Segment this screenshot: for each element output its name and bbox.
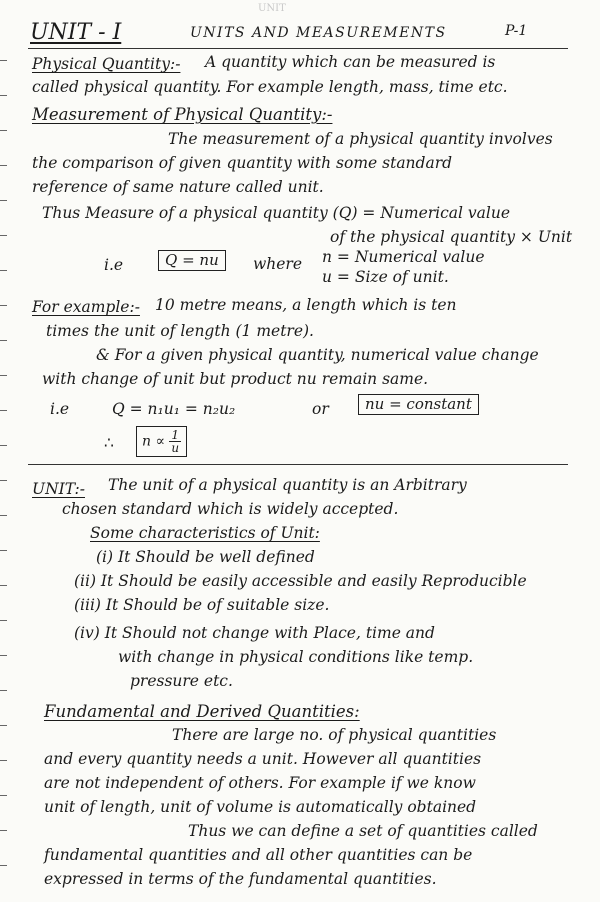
formula-box: Q = nu — [158, 250, 226, 271]
constant-box: nu = constant — [358, 394, 479, 415]
proportion-box — [136, 426, 187, 457]
proportion-fraction — [169, 429, 181, 454]
measurement-line2: the comparison of given quantity with some standard — [32, 154, 453, 172]
proportion-denominator: u — [171, 441, 180, 455]
fundamental-line5: Thus we can define a set of quantities called — [188, 822, 538, 840]
proportion-lhs: n ∝ — [142, 433, 165, 450]
characteristic-4: (iv) It Should not change with Place, time and — [74, 624, 435, 642]
unit-line1: The unit of a physical quantity is an Arbitrary — [108, 476, 467, 494]
faint-stamp: UNIT — [258, 3, 286, 14]
measurement-line5: of the physical quantity × Unit — [330, 228, 573, 246]
therefore-symbol: ∴ — [104, 434, 114, 452]
for-example-line4: with change of unit but product nu remain same. — [42, 370, 429, 388]
measurement-line1: The measurement of a physical quantity involves — [168, 130, 553, 148]
for-example-line2: times the unit of length (1 metre). — [46, 322, 314, 340]
equation: Q = n₁u₁ = n₂u₂ — [112, 400, 236, 418]
physical-quantity-heading: Physical Quantity:- — [32, 55, 181, 73]
fundamental-line3: are not independent of others. For example if we know — [44, 774, 476, 792]
or-label: or — [312, 400, 329, 418]
physical-quantity-line2: called physical quantity. For example length, mass, time etc. — [32, 78, 508, 96]
characteristic-3: (iii) It Should be of suitable size. — [74, 596, 330, 614]
unit-line2: chosen standard which is widely accepted. — [62, 500, 399, 518]
for-example-line3: & For a given physical quantity, numerical value change — [96, 346, 539, 364]
characteristic-4-cont1: with change in physical conditions like temp. — [118, 648, 474, 666]
fundamental-line2: and every quantity needs a unit. However all quantities — [44, 750, 482, 768]
fundamental-line1: There are large no. of physical quantities — [172, 726, 497, 744]
section-rule — [28, 464, 568, 465]
physical-quantity-line1: A quantity which can be measured is — [205, 53, 496, 71]
for-example-heading: For example:- — [32, 298, 140, 316]
measurement-heading: Measurement of Physical Quantity:- — [32, 105, 333, 124]
def-n: n = Numerical value — [322, 248, 485, 266]
fundamental-line4: unit of length, unit of volume is automatically obtained — [44, 798, 477, 816]
proportion-numerator: 1 — [171, 428, 180, 442]
measurement-line3: reference of same nature called unit. — [32, 178, 324, 196]
measurement-line4: Thus Measure of a physical quantity (Q) = Numerical value — [42, 204, 511, 222]
page-margin — [0, 0, 6, 902]
ie-label-2: i.e — [50, 400, 70, 418]
def-u: u = Size of unit. — [322, 268, 449, 286]
page-number: P-1 — [505, 23, 528, 39]
unit-heading: UNIT:- — [32, 480, 85, 498]
where-label: where — [253, 255, 303, 273]
for-example-line1: 10 metre means, a length which is ten — [155, 296, 457, 314]
fundamental-line7: expressed in terms of the fundamental quantities. — [44, 870, 437, 888]
topic-title: UNITS AND MEASUREMENTS — [190, 25, 447, 41]
characteristic-4-cont2: pressure etc. — [130, 672, 233, 690]
characteristics-heading: Some characteristics of Unit: — [90, 524, 320, 542]
characteristic-1: (i) It Should be well defined — [96, 548, 315, 566]
ie-label: i.e — [104, 256, 124, 274]
fundamental-heading: Fundamental and Derived Quantities: — [44, 702, 360, 721]
unit-title: UNIT - I — [30, 20, 122, 45]
characteristic-2: (ii) It Should be easily accessible and easily Reproducible — [74, 572, 527, 590]
header-rule — [28, 48, 568, 49]
fundamental-line6: fundamental quantities and all other quantities can be — [44, 846, 473, 864]
